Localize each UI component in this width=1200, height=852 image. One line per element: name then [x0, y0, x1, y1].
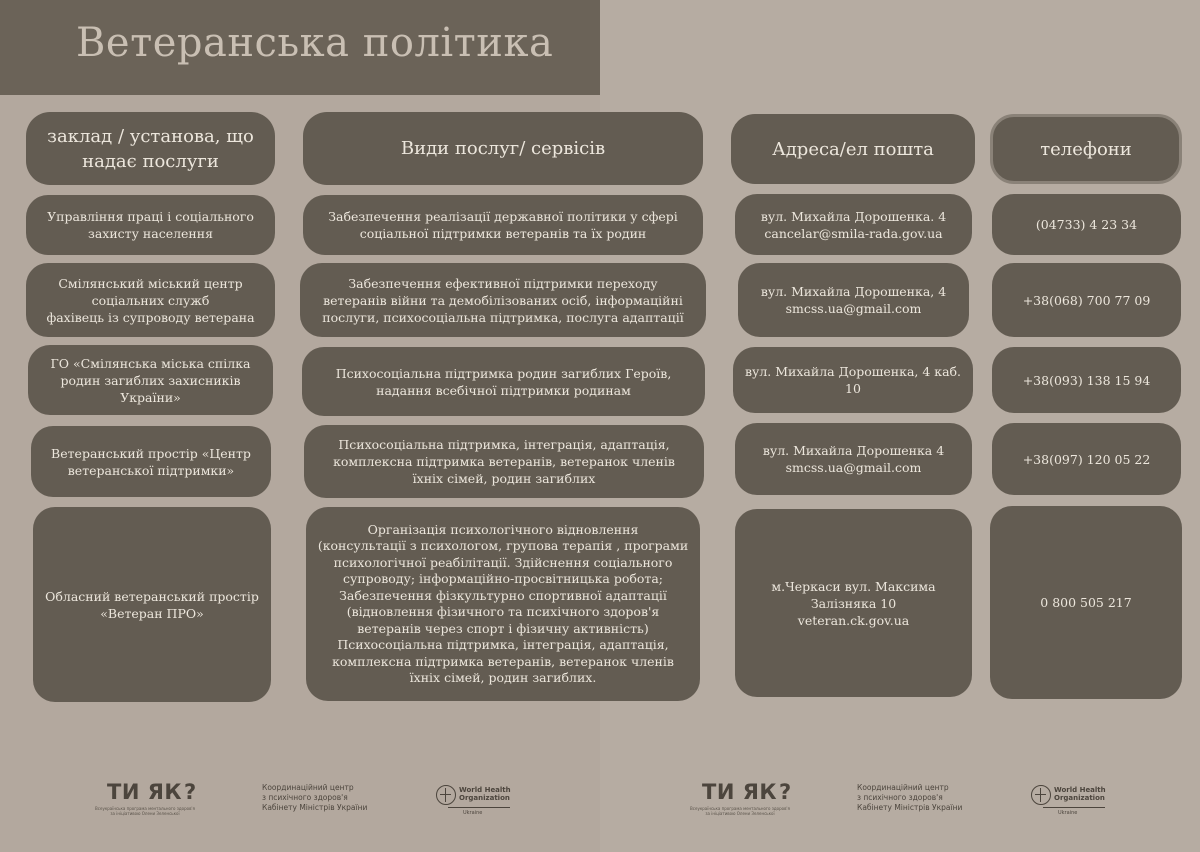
who-divider: [1043, 807, 1105, 808]
row-1-phone: (04733) 4 23 34: [992, 194, 1181, 255]
tiyak-logo-text: ТИ ЯК: [702, 780, 778, 804]
row-4-phone: +38(097) 120 05 22: [992, 423, 1181, 495]
row-4-institution: Ветеранський простір «Центр ветеранської підтримки»: [31, 426, 271, 497]
who-name: World Health Organization: [459, 786, 511, 802]
tiyak-logo-text: ТИ ЯК: [107, 780, 183, 804]
page-title: Ветеранська політика: [76, 20, 554, 66]
coordination-center-text: Координаційний центр з психічного здоров'я Кабінету Міністрів України: [262, 783, 368, 812]
question-mark-icon: ?: [779, 780, 792, 804]
row-1-services: Забезпечення реалізації державної політики у сфері соціальної підтримки ветеранів та їх родин: [303, 195, 703, 255]
who-country: Ukraine: [1058, 810, 1078, 816]
row-2-institution: Смілянський міський центр соціальних служб фахівець із супроводу ветерана: [26, 263, 275, 337]
question-mark-icon: ?: [184, 780, 197, 804]
who-emblem-icon: [1031, 785, 1051, 805]
row-2-services: Забезпечення ефективної підтримки переходу ветеранів війни та демобілізованих осіб, інформаційні послуги, психосоціальна підтримка, послуга адаптації: [300, 263, 706, 337]
row-3-address: вул. Михайла Дорошенка, 4 каб. 10: [733, 347, 973, 413]
tiyak-logo: [702, 780, 792, 804]
row-3-services: Психосоціальна підтримка родин загиблих Героїв, надання всебічної підтримки родинам: [302, 347, 705, 416]
row-2-address: вул. Михайла Дорошенка, 4 smcss.ua@gmail.com: [738, 263, 969, 337]
row-4-services: Психосоціальна підтримка, інтеграція, адаптація, комплексна підтримка ветеранів, ветеранок членів їхніх сімей, родин загиблих: [304, 425, 704, 498]
title-band: [0, 0, 600, 95]
header-services: Види послуг/ сервісів: [303, 112, 703, 185]
row-5-phone: 0 800 505 217: [990, 506, 1182, 699]
row-5-services: Організація психологічного відновлення (консультації з психологом, групова терапія , програми психологічної реабілітації. Здійснення соціального супроводу; інформаційно-просвітницька робота; Забезпечення фізкультурно спортивної адаптації (відновлення фізичного та психічного здоров'я ветеранів через спорт і фізичну активність) Психосоціальна підтримка, інтеграція, адаптація, комплексна підтримка ветеранів, ветеранок членів їхніх сімей, родин загиблих.: [306, 507, 700, 701]
row-3-phone: +38(093) 138 15 94: [992, 347, 1181, 413]
header-institution: заклад / установа, що надає послуги: [26, 112, 275, 185]
row-3-institution: ГО «Смілянська міська спілка родин загиблих захисників України»: [28, 345, 273, 415]
tiyak-logo: [107, 780, 197, 804]
tiyak-subtitle: Всеукраїнська програма ментального здоров'я за ініціативою Олени Зеленської: [690, 806, 790, 816]
row-2-phone: +38(068) 700 77 09: [992, 263, 1181, 337]
who-country: Ukraine: [463, 810, 483, 816]
who-divider: [448, 807, 510, 808]
row-1-address: вул. Михайла Дорошенка. 4 cancelar@smila-rada.gov.ua: [735, 194, 972, 255]
row-5-institution: Обласний ветеранський простір «Ветеран ПРО»: [33, 507, 271, 702]
coordination-center-text: Координаційний центр з психічного здоров'я Кабінету Міністрів України: [857, 783, 963, 812]
tiyak-subtitle: Всеукраїнська програма ментального здоров'я за ініціативою Олени Зеленської: [95, 806, 195, 816]
header-address: Адреса/ел пошта: [731, 114, 975, 184]
who-emblem-icon: [436, 785, 456, 805]
row-5-address: м.Черкаси вул. Максима Залізняка 10 veteran.ck.gov.ua: [735, 509, 972, 697]
row-1-institution: Управління праці і соціального захисту населення: [26, 195, 275, 255]
header-phones: телефони: [990, 114, 1182, 184]
who-name: World Health Organization: [1054, 786, 1106, 802]
row-4-address: вул. Михайла Дорошенка 4 smcss.ua@gmail.com: [735, 423, 972, 495]
